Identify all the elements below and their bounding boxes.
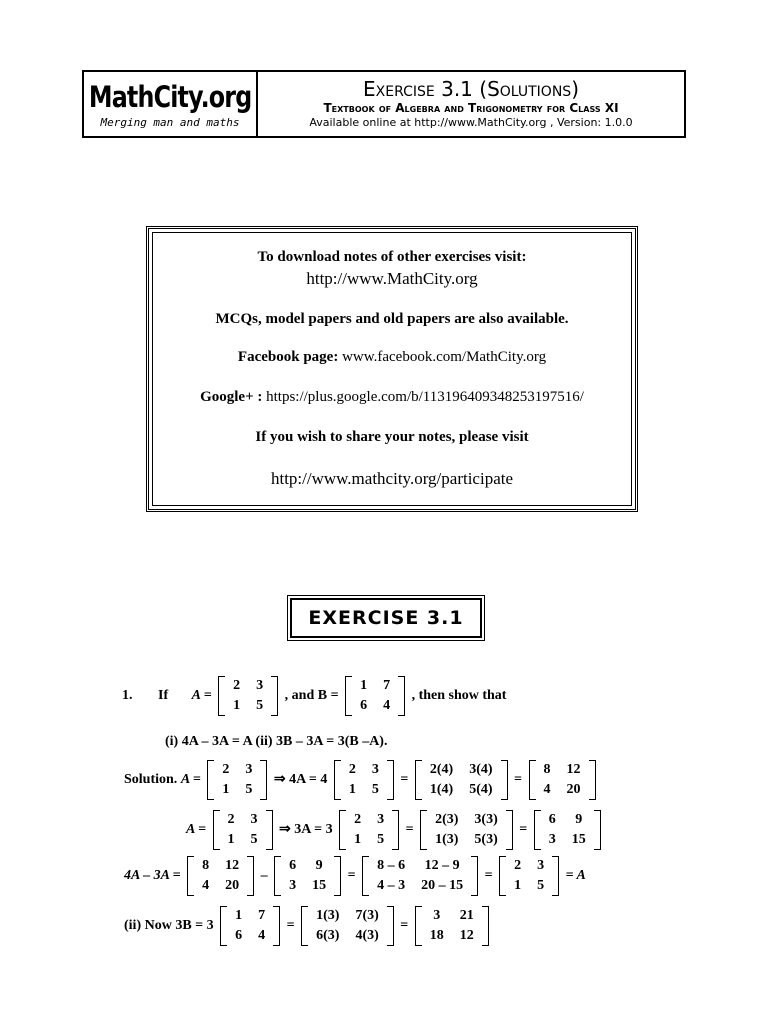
facebook-line: [149, 349, 635, 366]
solution-label: Solution.: [124, 772, 178, 788]
matrix-entry: 3: [433, 908, 441, 923]
bracket-left: [345, 676, 352, 716]
solution-row-2: A = 2 3 1 5 ⇒ 3A = 3 2 3 1 5 = 2(3) 3(3) 1(3) 5(3) = 6 9 3 15: [186, 810, 604, 850]
matrix-3b-result: [415, 906, 489, 946]
matrix-entry: 2(4): [429, 762, 454, 777]
page-subtitle: Textbook of Algebra and Trigonometry for Class XI: [323, 101, 619, 115]
matrix-3a-result: [534, 810, 601, 850]
matrix-entry: 12: [459, 928, 474, 943]
matrix-entry: 8 – 6: [377, 858, 406, 873]
matrix-entry: 1: [348, 782, 356, 797]
bracket-left: [420, 810, 427, 850]
matrix-entry: 2: [222, 762, 230, 777]
and-b: , and B =: [284, 688, 339, 704]
bracket-left: [415, 906, 422, 946]
matrix-entry: 2: [227, 812, 235, 827]
matrix-a: [499, 856, 559, 896]
matrix-entry: 12: [566, 762, 581, 777]
matrix-entry: 3: [377, 812, 385, 827]
matrix-4a-result: [529, 760, 596, 800]
matrix-entry: 1: [235, 908, 243, 923]
bracket-right: [589, 760, 596, 800]
matrix-entry: 4: [258, 928, 266, 943]
bracket-right: [506, 810, 513, 850]
matrix-entry: 6: [235, 928, 243, 943]
matrix-entry: 18: [429, 928, 444, 943]
matrix-entry: 7: [258, 908, 266, 923]
matrix-a: [334, 760, 394, 800]
matrix-entry: 3: [289, 878, 297, 893]
facebook-link[interactable]: www.facebook.com/MathCity.org: [342, 349, 547, 365]
bracket-right: [271, 676, 278, 716]
matrix-entry: 6: [289, 858, 297, 873]
bracket-right: [273, 906, 280, 946]
matrix-entry: 15: [312, 878, 327, 893]
mathcity-logo: [84, 72, 258, 136]
bracket-right: [482, 906, 489, 946]
matrix-entry: 1(3): [316, 908, 340, 923]
matrix-entry: 12: [225, 858, 240, 873]
brand-tagline: Merging man and maths: [100, 115, 240, 129]
header-info: [258, 72, 684, 136]
matrix-entry: 3(4): [469, 762, 493, 777]
matrix-entry: 8: [202, 858, 210, 873]
solution-row-1: Solution. A = 2 3 1 5 ⇒ 4A = 4 2 3 1 5 = 2(4) 3(4) 1(4) 5(4) = 8 12 4 20: [124, 760, 599, 800]
if-word: If: [158, 688, 169, 704]
facebook-label: Facebook page:: [237, 349, 339, 365]
matrix-entry: 5: [377, 832, 385, 847]
matrix-entry: 1: [227, 832, 235, 847]
share-line: If you wish to share your notes, please visit: [255, 429, 529, 445]
bracket-right: [594, 810, 601, 850]
brand-name: MathCity.org: [88, 79, 252, 114]
matrix-b: [220, 906, 280, 946]
matrix-entry: 5: [537, 878, 545, 893]
matrix-entry: 6(3): [316, 928, 340, 943]
solution-row-4: (ii) Now 3B = 3 1 7 6 4 = 1(3) 7(3) 6(3) 4(3) = 3 21 18 12: [124, 906, 492, 946]
matrix-entry: 2: [348, 762, 356, 777]
matrix-entry: 9: [315, 858, 323, 873]
bracket-right: [260, 760, 267, 800]
matrix-entry: 5(4): [469, 782, 493, 797]
matrix-entry: 5: [371, 782, 379, 797]
matrix-entry: 5(3): [474, 832, 498, 847]
matrix-a: [213, 810, 273, 850]
matrix-entry: 3: [548, 832, 556, 847]
bracket-right: [501, 760, 508, 800]
bracket-right: [334, 856, 341, 896]
a-equals: A =: [180, 772, 201, 788]
bracket-left: [415, 760, 422, 800]
matrix-entry: 1: [222, 782, 230, 797]
bracket-right: [471, 856, 478, 896]
matrix-entry: 2: [354, 812, 362, 827]
bracket-right: [266, 810, 273, 850]
matrix-entry: 3: [250, 812, 258, 827]
bracket-left: [334, 760, 341, 800]
matrix-entry: 4: [383, 698, 391, 713]
matrix-entry: 7: [383, 678, 391, 693]
matrix-entry: 2(3): [435, 812, 459, 827]
matrix-entry: 5: [256, 698, 264, 713]
bracket-right: [398, 676, 405, 716]
matrix-entry: 3: [256, 678, 264, 693]
bracket-left: [362, 856, 369, 896]
equals-a: = A: [565, 868, 586, 884]
matrix-entry: 3: [371, 762, 379, 777]
bracket-left: [207, 760, 214, 800]
bracket-right: [552, 856, 559, 896]
matrix-entry: 20 – 15: [421, 878, 464, 893]
matrix-entry: 21: [459, 908, 474, 923]
matrix-entry: 1: [233, 698, 241, 713]
then-show: , then show that: [411, 688, 507, 704]
matrix-entry: 4: [543, 782, 551, 797]
exercise-title: EXERCISE 3.1: [290, 598, 482, 638]
availability-note: Available online at http://www.MathCity.org , Version: 1.0.0: [309, 116, 633, 129]
matrix-entry: 1(3): [435, 832, 459, 847]
implies-4a: ⇒ 4A = 4: [273, 772, 328, 788]
matrix-3a-result: [274, 856, 341, 896]
matrix-entry: 2: [233, 678, 241, 693]
solution-row-3: 4A – 3A = 8 12 4 20 – 6 9 3 15 = 8 – 6 12 – 9 4 – 3 20 – 15 = 2 3 1 5 = A: [124, 856, 586, 896]
googleplus-link[interactable]: https://plus.google.com/b/113196409348253197516/: [266, 389, 584, 405]
notice-box: [146, 226, 638, 512]
bracket-left: [220, 906, 227, 946]
matrix-entry: 1(4): [429, 782, 454, 797]
page-header: [82, 70, 686, 138]
bracket-left: [274, 856, 281, 896]
matrix-entry: 4: [202, 878, 210, 893]
matrix-a: [218, 676, 278, 716]
matrix-entry: 8: [543, 762, 551, 777]
bracket-right: [392, 810, 399, 850]
matrix-3b-expanded: [301, 906, 394, 946]
matrix-entry: 1: [514, 878, 522, 893]
matrix-entry: 3: [245, 762, 253, 777]
question-1: [122, 676, 506, 716]
matrix-entry: 3: [537, 858, 545, 873]
matrix-entry: 4(3): [355, 928, 379, 943]
bracket-left: [301, 906, 308, 946]
matrix-b: [345, 676, 405, 716]
notice-line1: To download notes of other exercises visit:: [257, 249, 527, 265]
question-number: 1.: [122, 688, 133, 704]
bracket-right: [247, 856, 254, 896]
bracket-left: [218, 676, 225, 716]
implies-3a: ⇒ 3A = 3: [279, 822, 333, 838]
matrix-entry: 20: [566, 782, 581, 797]
difference-label: 4A – 3A =: [124, 868, 181, 884]
matrix-entry: 1: [360, 678, 368, 693]
matrix-4a-result: [187, 856, 254, 896]
matrix-4a-expanded: [415, 760, 508, 800]
googleplus-line: [149, 389, 635, 406]
matrix-entry: 2: [514, 858, 522, 873]
a-equals: A =: [191, 688, 212, 704]
question-parts: (i) 4A – 3A = A (ii) 3B – 3A = 3(B –A).: [165, 734, 388, 749]
matrix-a: [339, 810, 399, 850]
bracket-left: [339, 810, 346, 850]
bracket-left: [529, 760, 536, 800]
bracket-left: [534, 810, 541, 850]
bracket-right: [387, 906, 394, 946]
matrix-entry: 6: [360, 698, 368, 713]
matrix-entry: 9: [575, 812, 583, 827]
page-title: Exercise 3.1 (Solutions): [363, 77, 579, 101]
bracket-right: [387, 760, 394, 800]
matrix-entry: 20: [225, 878, 240, 893]
bracket-left: [187, 856, 194, 896]
bracket-left: [499, 856, 506, 896]
participate-link[interactable]: http://www.mathcity.org/participate: [270, 469, 514, 488]
matrix-3a-expanded: [420, 810, 513, 850]
notice-line2: MCQs, model papers and old papers are also available.: [215, 311, 569, 327]
matrix-entry: 4 – 3: [377, 878, 406, 893]
matrix-entry: 5: [250, 832, 258, 847]
googleplus-label: Google+ :: [200, 389, 263, 405]
matrix-entry: 3(3): [474, 812, 498, 827]
matrix-entry: 1: [354, 832, 362, 847]
bracket-left: [213, 810, 220, 850]
notice-url[interactable]: http://www.MathCity.org: [306, 269, 478, 288]
matrix-entry: 7(3): [355, 908, 379, 923]
matrix-entry: 5: [245, 782, 253, 797]
matrix-entry: 12 – 9: [424, 858, 460, 873]
matrix-difference: [362, 856, 478, 896]
a-equals: A =: [186, 822, 207, 838]
matrix-entry: 6: [548, 812, 556, 827]
matrix-entry: 15: [571, 832, 586, 847]
now-3b: (ii) Now 3B = 3: [124, 918, 214, 934]
matrix-a: [207, 760, 267, 800]
